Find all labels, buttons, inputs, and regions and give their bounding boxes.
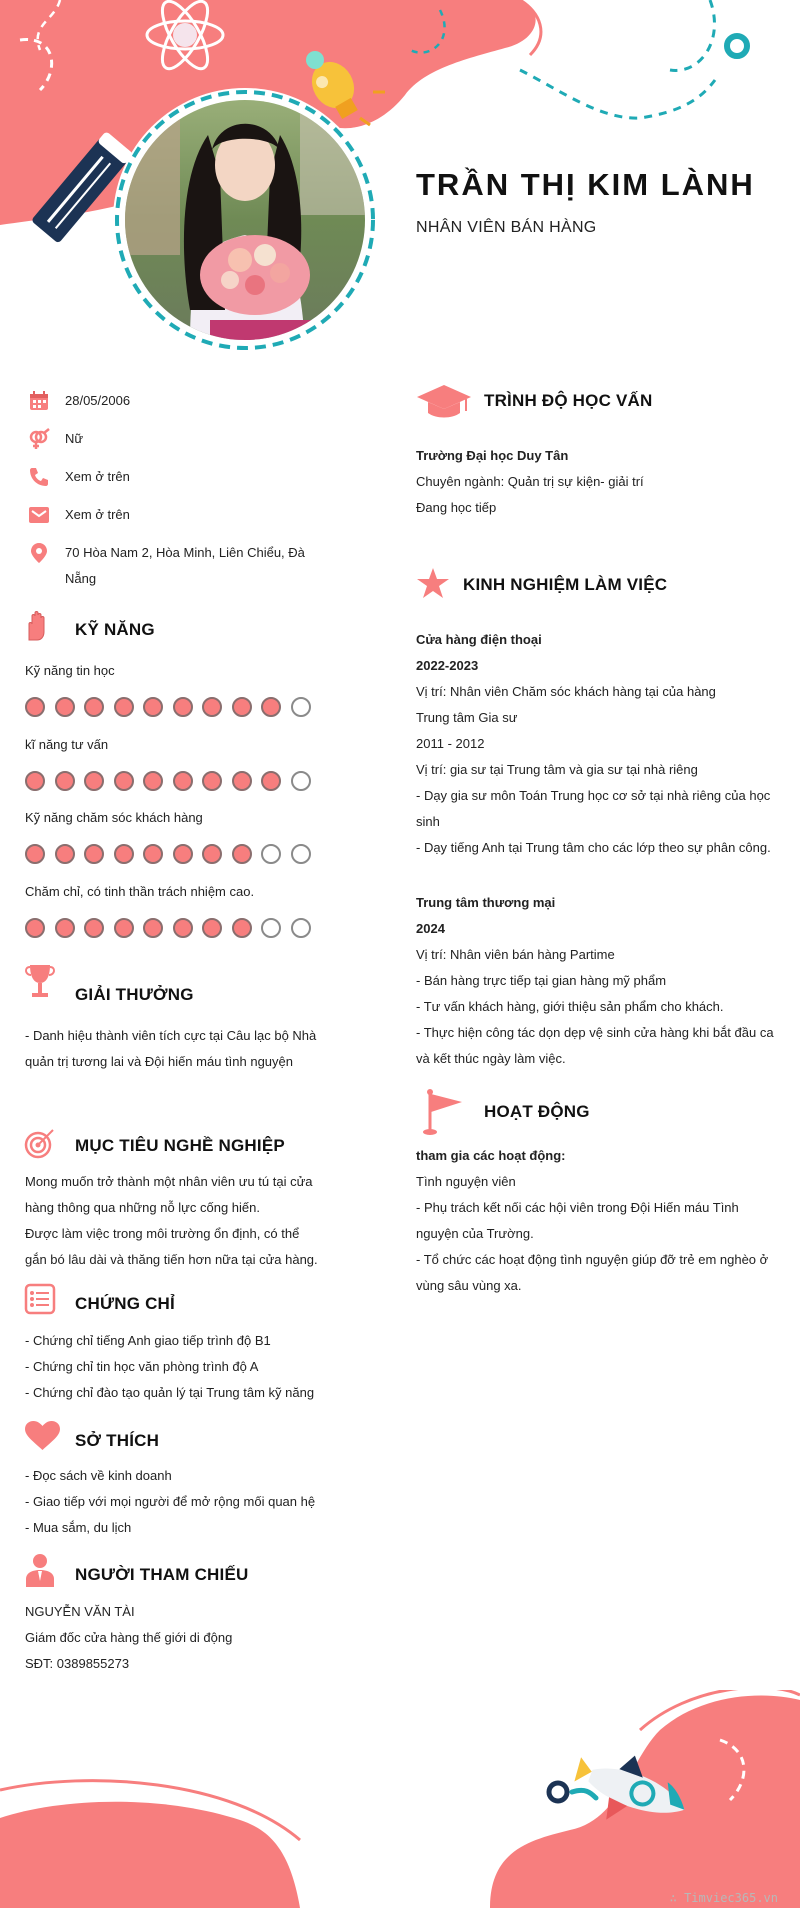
activities-title: HOẠT ĐỘNG — [484, 1102, 590, 1121]
rating-dot-empty — [291, 844, 311, 864]
calendar-icon — [28, 390, 50, 412]
education-major: Chuyên ngành: Quản trị sự kiện- giải trí — [416, 474, 644, 489]
address-text: 70 Hòa Nam 2, Hòa Minh, Liên Chiểu, Đà Nẵng — [65, 545, 305, 586]
rating-dot-filled — [232, 697, 252, 717]
references-title: NGƯỜI THAM CHIẾU — [75, 1565, 249, 1584]
objective-line: gắn bó lâu dài và thăng tiến hơn nữa tại cửa hàng. — [25, 1252, 318, 1267]
certificates-title: CHỨNG CHỈ — [75, 1294, 175, 1313]
education-status: Đang học tiếp — [416, 500, 497, 515]
gender-text: Nữ — [65, 431, 84, 446]
rating-dot-filled — [25, 918, 45, 938]
rating-dot-filled — [173, 844, 193, 864]
rating-dot-filled — [84, 771, 104, 791]
rating-dot-filled — [143, 918, 163, 938]
job-company: Cửa hàng điện thoại — [416, 632, 542, 647]
activity-line: - Tổ chức các hoạt động tình nguyện giúp đỡ trẻ em nghèo ở — [416, 1252, 769, 1267]
certificates-text — [25, 1328, 325, 1406]
graduation-cap-icon — [416, 383, 472, 419]
gender-icon — [28, 428, 50, 450]
contact-address — [28, 542, 315, 592]
activities-text — [416, 1143, 776, 1299]
email-text: Xem ở trên — [65, 507, 130, 522]
job-line: - Dạy gia sư môn Toán Trung học cơ sở tại nhà riêng của học — [416, 788, 771, 803]
raised-hand-icon — [23, 610, 49, 642]
watermark: ∴ Timviec365.vn — [669, 1891, 778, 1905]
rating-dot-filled — [232, 918, 252, 938]
job-line: - Tư vấn khách hàng, giới thiệu sản phẩm cho khách. — [416, 999, 724, 1014]
education-text — [416, 443, 776, 521]
job-period: 2022-2023 — [416, 658, 479, 673]
certificate-list-icon — [24, 1283, 56, 1315]
objective-text — [25, 1169, 320, 1273]
objective-line: Được làm việc trong môi trường ổn định, có thể — [25, 1226, 300, 1241]
skill-label: Kỹ năng tin học — [25, 663, 115, 678]
job-line: sinh — [416, 814, 440, 829]
birthday-text: 28/05/2006 — [65, 393, 131, 408]
education-title: TRÌNH ĐỘ HỌC VẤN — [484, 391, 653, 410]
rating-dot-empty — [291, 918, 311, 938]
rating-dot-empty — [291, 771, 311, 791]
job-line: 2011 - 2012 — [416, 736, 485, 751]
job-line: - Bán hàng trực tiếp tại gian hàng mỹ phẩm — [416, 973, 667, 988]
activity-line: - Phụ trách kết nối các hội viên trong Đội Hiến máu Tình — [416, 1200, 739, 1215]
rating-dot-filled — [143, 697, 163, 717]
rating-dot-filled — [55, 697, 75, 717]
rating-dot-filled — [25, 844, 45, 864]
job-line: - Dạy tiếng Anh tại Trung tâm cho các lớp theo sự phân công. — [416, 840, 771, 855]
rating-dot-empty — [291, 697, 311, 717]
rating-dot-filled — [114, 697, 134, 717]
reference-phone: SĐT: 0389855273 — [25, 1656, 130, 1671]
rating-dot-filled — [84, 697, 104, 717]
awards-line: quản trị tương lai và Đội hiến máu tình nguyện — [25, 1054, 293, 1069]
rating-dot-filled — [55, 844, 75, 864]
job-line: và kết thúc ngày làm việc. — [416, 1051, 566, 1066]
rating-dot-filled — [173, 697, 193, 717]
references-text — [25, 1599, 325, 1677]
hobby-line: - Đọc sách về kinh doanh — [25, 1468, 172, 1483]
rating-dot-filled — [114, 771, 134, 791]
rating-dot-filled — [261, 697, 281, 717]
rating-dot-filled — [143, 771, 163, 791]
activity-line: Tình nguyện viên — [416, 1174, 516, 1189]
skill-label: kĩ năng tư vấn — [25, 737, 109, 752]
rating-dot-filled — [202, 918, 222, 938]
awards-text — [25, 1023, 325, 1075]
rating-dot-filled — [202, 844, 222, 864]
reference-name: NGUYỄN VĂN TÀI — [25, 1604, 135, 1619]
awards-line: - Danh hiệu thành viên tích cực tại Câu lạc bộ Nhà — [25, 1028, 317, 1043]
skill-rating — [25, 844, 320, 864]
heart-icon — [24, 1420, 61, 1452]
target-icon — [24, 1127, 56, 1159]
reference-position: Giám đốc cửa hàng thế giới di động — [25, 1630, 233, 1645]
job-company: Trung tâm thương mại — [416, 895, 556, 910]
hobbies-title: SỞ THÍCH — [75, 1431, 160, 1450]
rating-dot-filled — [84, 918, 104, 938]
candidate-name: TRẦN THỊ KIM LÀNH — [416, 167, 755, 202]
rating-dot-filled — [232, 844, 252, 864]
rating-dot-filled — [202, 697, 222, 717]
skill-label: Chăm chỉ, có tinh thần trách nhiệm cao. — [25, 884, 255, 899]
star-icon — [416, 567, 450, 600]
rating-dot-empty — [261, 844, 281, 864]
experience-job-1 — [416, 627, 778, 861]
skill-rating — [25, 697, 320, 717]
activity-line: vùng sâu vùng xa. — [416, 1278, 522, 1293]
rating-dot-filled — [25, 697, 45, 717]
email-icon — [28, 504, 50, 526]
rating-dot-filled — [232, 771, 252, 791]
job-line: - Thực hiện công tác dọn dẹp vệ sinh cửa hàng khi bắt đầu ca — [416, 1025, 774, 1040]
avatar — [120, 95, 370, 345]
rating-dot-empty — [261, 918, 281, 938]
skill-label: Kỹ năng chăm sóc khách hàng — [25, 810, 203, 825]
phone-icon — [28, 466, 50, 488]
skill-rating — [25, 918, 320, 938]
awards-title: GIẢI THƯỞNG — [75, 985, 194, 1004]
objective-line: Mong muốn trở thành một nhân viên ưu tú tại cửa — [25, 1174, 313, 1189]
contact-gender — [28, 428, 315, 452]
job-line: Trung tâm Gia sư — [416, 710, 518, 725]
flag-icon — [422, 1088, 466, 1136]
phone-text: Xem ở trên — [65, 469, 130, 484]
education-school: Trường Đại học Duy Tân — [416, 448, 569, 463]
experience-title: KINH NGHIỆM LÀM VIỆC — [463, 575, 668, 594]
rating-dot-filled — [173, 918, 193, 938]
person-icon — [24, 1553, 56, 1587]
objective-line: hàng thông qua những nỗ lực cống hiến. — [25, 1200, 260, 1215]
contact-phone — [28, 466, 315, 490]
activity-line: nguyện của Trường. — [416, 1226, 534, 1241]
job-line: Vị trí: gia sư tại Trung tâm và gia sư tại nhà riêng — [416, 762, 698, 777]
hobby-line: - Mua sắm, du lịch — [25, 1520, 132, 1535]
rating-dot-filled — [143, 844, 163, 864]
rating-dot-filled — [202, 771, 222, 791]
rating-dot-filled — [173, 771, 193, 791]
job-period: 2024 — [416, 921, 445, 936]
rating-dot-filled — [55, 771, 75, 791]
certificate-line: - Chứng chỉ tiếng Anh giao tiếp trình độ B1 — [25, 1333, 271, 1348]
candidate-role: NHÂN VIÊN BÁN HÀNG — [416, 219, 597, 236]
trophy-icon — [24, 963, 56, 1003]
rating-dot-filled — [114, 918, 134, 938]
rating-dot-filled — [114, 844, 134, 864]
certificate-line: - Chứng chỉ đào tạo quản lý tại Trung tâm kỹ năng — [25, 1385, 315, 1400]
location-pin-icon — [28, 542, 50, 564]
skills-title: KỸ NĂNG — [75, 620, 155, 639]
rating-dot-filled — [25, 771, 45, 791]
activities-heading: tham gia các hoạt động: — [416, 1148, 566, 1163]
job-line: Vị trí: Nhân viên bán hàng Partime — [416, 947, 615, 962]
hobbies-text — [25, 1463, 325, 1541]
contact-birthday — [28, 390, 315, 414]
objective-title: MỤC TIÊU NGHỀ NGHIỆP — [75, 1136, 285, 1155]
rating-dot-filled — [261, 771, 281, 791]
skill-rating — [25, 771, 320, 791]
footer-decoration — [0, 1690, 800, 1908]
contact-email — [28, 504, 315, 528]
hobby-line: - Giao tiếp với mọi người để mở rộng mối quan hệ — [25, 1494, 316, 1509]
job-line: Vị trí: Nhân viên Chăm sóc khách hàng tại của hàng — [416, 684, 716, 699]
experience-job-2 — [416, 890, 778, 1072]
rating-dot-filled — [84, 844, 104, 864]
rating-dot-filled — [55, 918, 75, 938]
certificate-line: - Chứng chỉ tin học văn phòng trình độ A — [25, 1359, 259, 1374]
